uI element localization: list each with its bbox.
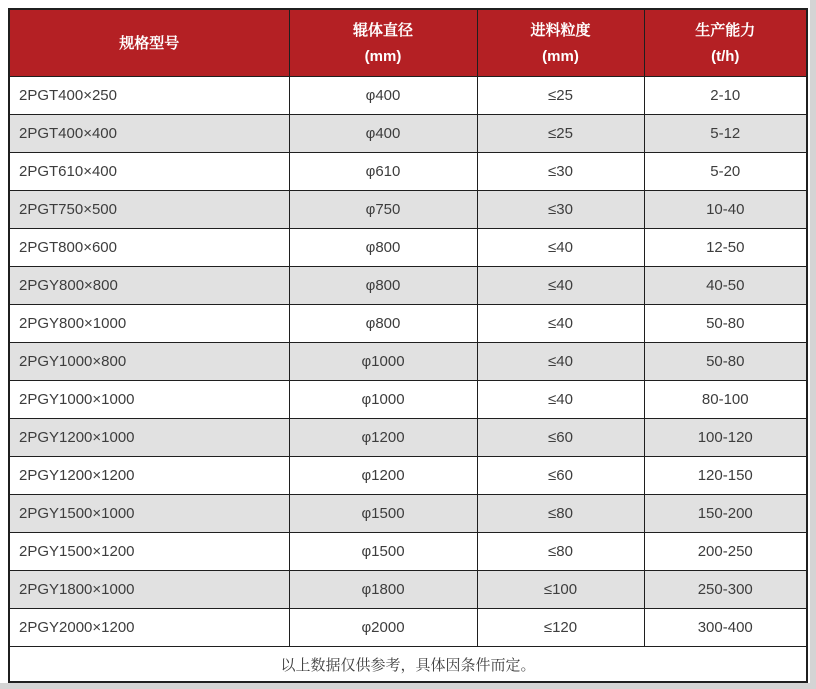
page-edge-shadow-bottom: [0, 683, 816, 689]
column-unit: (t/h): [711, 47, 740, 65]
model-cell: 2PGY1200×1000: [9, 419, 289, 457]
value-cell: φ750: [289, 191, 477, 229]
table-row: [9, 609, 807, 647]
value-cell: 120-150: [644, 457, 807, 495]
value-cell: φ1200: [289, 419, 477, 457]
value-cell: ≤40: [477, 381, 644, 419]
table-row: [9, 153, 807, 191]
model-cell: 2PGY800×1000: [9, 305, 289, 343]
table-row: [9, 77, 807, 115]
value-cell: ≤60: [477, 457, 644, 495]
model-cell: 2PGY1800×1000: [9, 571, 289, 609]
value-cell: 10-40: [644, 191, 807, 229]
column-title: 进料粒度: [530, 21, 591, 39]
column-title: 生产能力: [695, 21, 756, 39]
column-header-model: [9, 9, 289, 77]
value-cell: ≤40: [477, 229, 644, 267]
model-cell: 2PGY1200×1200: [9, 457, 289, 495]
value-cell: ≤40: [477, 343, 644, 381]
table-row: [9, 419, 807, 457]
spec-table-footer: [9, 647, 807, 683]
model-cell: 2PGT750×500: [9, 191, 289, 229]
column-title: 辊体直径: [352, 21, 413, 39]
model-cell: 2PGY1000×800: [9, 343, 289, 381]
value-cell: φ1800: [289, 571, 477, 609]
model-cell: 2PGT400×250: [9, 77, 289, 115]
table-row: [9, 191, 807, 229]
value-cell: 12-50: [644, 229, 807, 267]
value-cell: φ400: [289, 77, 477, 115]
value-cell: ≤120: [477, 609, 644, 647]
spec-table-body: [9, 77, 807, 647]
table-row: [9, 533, 807, 571]
value-cell: φ1000: [289, 381, 477, 419]
value-cell: φ800: [289, 229, 477, 267]
model-cell: 2PGY2000×1200: [9, 609, 289, 647]
table-row: [9, 457, 807, 495]
model-cell: 2PGY1500×1200: [9, 533, 289, 571]
model-cell: 2PGY1500×1000: [9, 495, 289, 533]
table-row: [9, 267, 807, 305]
footer-note: 以上数据仅供参考，具体因条件而定。: [9, 647, 807, 683]
value-cell: 150-200: [644, 495, 807, 533]
value-cell: ≤25: [477, 115, 644, 153]
table-row: [9, 381, 807, 419]
value-cell: 200-250: [644, 533, 807, 571]
spec-table-header: [9, 9, 807, 77]
value-cell: 2-10: [644, 77, 807, 115]
value-cell: 80-100: [644, 381, 807, 419]
model-cell: 2PGT800×600: [9, 229, 289, 267]
value-cell: φ400: [289, 115, 477, 153]
value-cell: 40-50: [644, 267, 807, 305]
value-cell: φ1000: [289, 343, 477, 381]
value-cell: ≤60: [477, 419, 644, 457]
value-cell: 5-20: [644, 153, 807, 191]
value-cell: φ1500: [289, 533, 477, 571]
value-cell: ≤100: [477, 571, 644, 609]
page-edge-shadow-right: [810, 0, 816, 689]
model-cell: 2PGT400×400: [9, 115, 289, 153]
value-cell: φ1200: [289, 457, 477, 495]
column-header-feed-size: [477, 9, 644, 77]
table-row: [9, 343, 807, 381]
model-cell: 2PGY1000×1000: [9, 381, 289, 419]
value-cell: ≤25: [477, 77, 644, 115]
value-cell: φ1500: [289, 495, 477, 533]
value-cell: 250-300: [644, 571, 807, 609]
value-cell: 50-80: [644, 343, 807, 381]
value-cell: φ800: [289, 267, 477, 305]
value-cell: ≤80: [477, 533, 644, 571]
table-row: [9, 495, 807, 533]
value-cell: φ2000: [289, 609, 477, 647]
value-cell: 300-400: [644, 609, 807, 647]
table-row: [9, 305, 807, 343]
table-row: [9, 115, 807, 153]
table-row: [9, 571, 807, 609]
header-row: [9, 9, 807, 77]
column-header-capacity: [644, 9, 807, 77]
column-title: 规格型号: [119, 34, 180, 52]
value-cell: 100-120: [644, 419, 807, 457]
value-cell: ≤30: [477, 153, 644, 191]
value-cell: 5-12: [644, 115, 807, 153]
value-cell: ≤40: [477, 267, 644, 305]
footer-row: [9, 647, 807, 683]
value-cell: ≤30: [477, 191, 644, 229]
value-cell: 50-80: [644, 305, 807, 343]
column-unit: (mm): [364, 47, 402, 65]
model-cell: 2PGT610×400: [9, 153, 289, 191]
model-cell: 2PGY800×800: [9, 267, 289, 305]
value-cell: ≤80: [477, 495, 644, 533]
value-cell: φ610: [289, 153, 477, 191]
table-row: [9, 229, 807, 267]
spec-table: [8, 8, 808, 683]
column-header-roller-diameter: [289, 9, 477, 77]
value-cell: φ800: [289, 305, 477, 343]
value-cell: ≤40: [477, 305, 644, 343]
column-unit: (mm): [542, 47, 579, 65]
